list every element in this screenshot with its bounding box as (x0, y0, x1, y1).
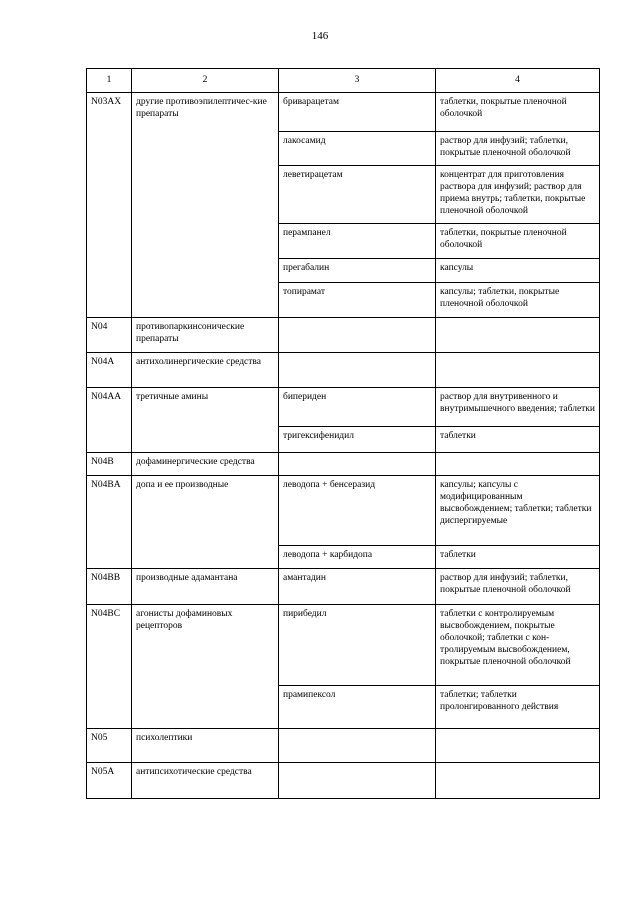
header-col-1: 1 (87, 69, 132, 93)
dosage-form-cell: таблетки (436, 427, 600, 453)
atc-code-cell: N04B (87, 453, 132, 476)
table-row (87, 353, 600, 388)
table-body (87, 93, 600, 799)
table-row (87, 569, 600, 605)
drug-name-cell: топирамат (279, 283, 436, 318)
atc-code-cell: N05A (87, 763, 132, 799)
drug-name-cell: пирибедил (279, 605, 436, 686)
dosage-form-cell: раствор для инфузий; таблетки, покрытые пленочной оболочкой (436, 569, 600, 605)
drug-name-cell: леводопа + карбидопа (279, 546, 436, 569)
table-row (87, 388, 600, 427)
dosage-form-cell: капсулы (436, 259, 600, 283)
dosage-form-cell: таблетки; таблетки пролонгированного действия (436, 686, 600, 729)
dosage-form-cell: таблетки, покрытые пленочной оболочкой (436, 93, 600, 132)
atc-code-cell: N04BC (87, 605, 132, 729)
drug-name-cell: амантадин (279, 569, 436, 605)
drug-name-cell (279, 318, 436, 353)
group-name-cell: допа и ее производные (132, 476, 279, 569)
drug-name-cell: лакосамид (279, 132, 436, 166)
dosage-form-cell (436, 353, 600, 388)
dosage-form-cell: раствор для внутривенного и внутримышечного введения; таблетки (436, 388, 600, 427)
header-col-3: 3 (279, 69, 436, 93)
atc-code-cell: N04BA (87, 476, 132, 569)
drug-name-cell: бриварацетам (279, 93, 436, 132)
atc-code-cell: N04AA (87, 388, 132, 453)
drug-name-cell (279, 453, 436, 476)
table-row (87, 453, 600, 476)
group-name-cell: третичные амины (132, 388, 279, 453)
atc-code-cell: N03AX (87, 93, 132, 318)
dosage-form-cell: таблетки с контролируемым высвобождением, покрытые оболочкой; таблетки с кон-тролируемым высвобождением, покрытые пленочной оболочкой (436, 605, 600, 686)
group-name-cell: антипсихотические средства (132, 763, 279, 799)
drug-name-cell: прамипексол (279, 686, 436, 729)
dosage-form-cell: капсулы; капсулы с модифицированным высвобождением; таблетки; таблетки диспергируемые (436, 476, 600, 546)
drug-name-cell: перампанел (279, 224, 436, 259)
atc-code-cell: N04BB (87, 569, 132, 605)
header-row (87, 69, 600, 93)
table-row (87, 605, 600, 686)
drug-name-cell (279, 763, 436, 799)
dosage-form-cell (436, 453, 600, 476)
drug-name-cell (279, 353, 436, 388)
atc-code-cell: N04 (87, 318, 132, 353)
atc-code-cell: N05 (87, 729, 132, 763)
group-name-cell: антихолинергические средства (132, 353, 279, 388)
drug-name-cell: леводопа + бенсеразид (279, 476, 436, 546)
page-number: 146 (311, 30, 329, 42)
dosage-form-cell (436, 729, 600, 763)
table-row (87, 729, 600, 763)
drug-name-cell: бипериден (279, 388, 436, 427)
group-name-cell: другие противоэпилептичес-кие препараты (132, 93, 279, 318)
dosage-form-cell: таблетки, покрытые пленочной оболочкой (436, 224, 600, 259)
drug-table (86, 68, 600, 799)
drug-name-cell (279, 729, 436, 763)
header-col-2: 2 (132, 69, 279, 93)
drug-name-cell: тригексифенидил (279, 427, 436, 453)
dosage-form-cell: концентрат для приготовления раствора для инфузий; раствор для приема внутрь; таблетки, покрытые пленочной оболочкой (436, 166, 600, 224)
group-name-cell: противопаркинсонические препараты (132, 318, 279, 353)
group-name-cell: психолептики (132, 729, 279, 763)
header-col-4: 4 (436, 69, 600, 93)
dosage-form-cell: раствор для инфузий; таблетки, покрытые пленочной оболочкой (436, 132, 600, 166)
dosage-form-cell: капсулы; таблетки, покрытые пленочной оболочкой (436, 283, 600, 318)
group-name-cell: дофаминергические средства (132, 453, 279, 476)
group-name-cell: производные адамантана (132, 569, 279, 605)
table-row (87, 318, 600, 353)
dosage-form-cell (436, 763, 600, 799)
table-row (87, 93, 600, 132)
drug-name-cell: прегабалин (279, 259, 436, 283)
table-row (87, 763, 600, 799)
group-name-cell: агонисты дофаминовых рецепторов (132, 605, 279, 729)
dosage-form-cell (436, 318, 600, 353)
drug-name-cell: леветирацетам (279, 166, 436, 224)
dosage-form-cell: таблетки (436, 546, 600, 569)
atc-code-cell: N04A (87, 353, 132, 388)
table-row (87, 476, 600, 546)
